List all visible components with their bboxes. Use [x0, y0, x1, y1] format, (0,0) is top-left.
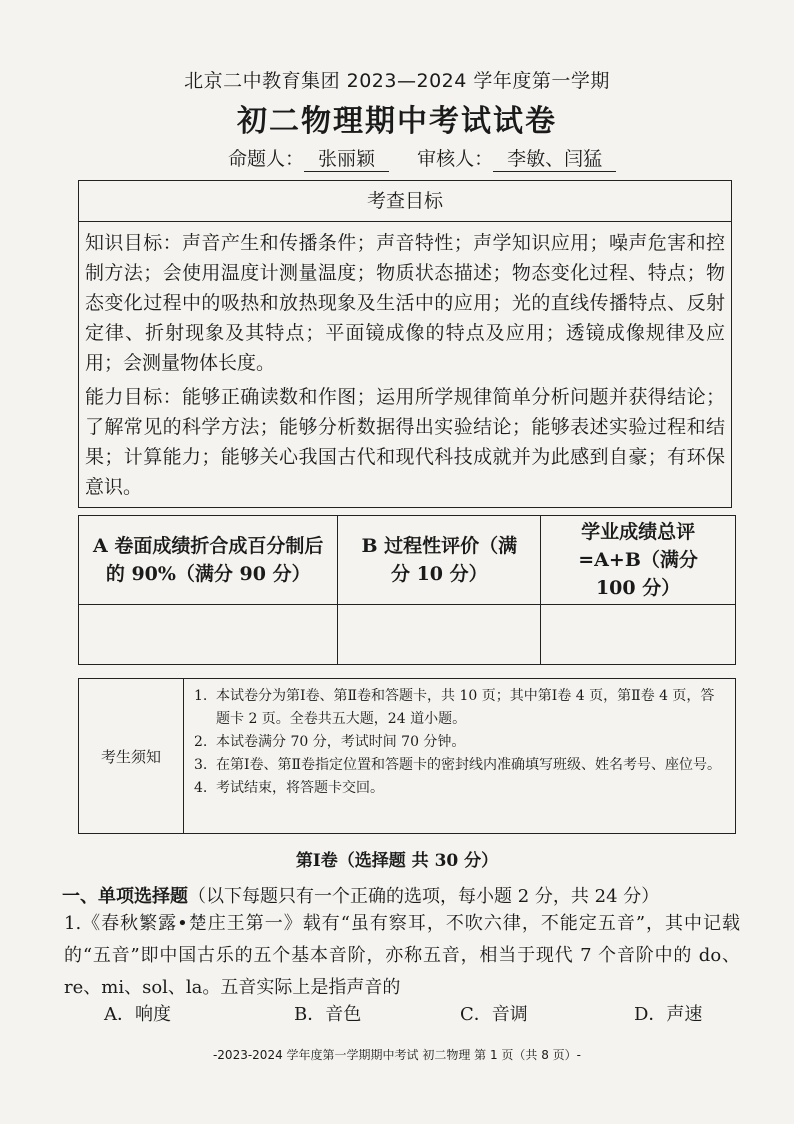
notice-item — [194, 731, 727, 754]
part-description: （以下每题只有一个正确的选项，每小题 2 分，共 24 分） — [188, 886, 660, 907]
score-cell-a[interactable] — [79, 605, 338, 665]
score-cell-c[interactable] — [541, 605, 736, 665]
goals-body — [79, 222, 731, 502]
option-c[interactable]: C．音调 — [460, 1004, 528, 1025]
notice-item — [194, 685, 727, 731]
author-name: 张丽颖 — [304, 144, 389, 172]
notice-num: 3. — [194, 757, 208, 773]
notice-box — [78, 678, 736, 834]
score-col-b: B 过程性评价（满分 10 分） — [338, 516, 541, 605]
reviewer-label: 审核人： — [417, 148, 494, 170]
notice-text: 本试卷满分 70 分，考试时间 70 分钟。 — [216, 734, 466, 750]
section-title: 第Ⅰ卷（选择题 共 30 分） — [295, 851, 499, 871]
reviewer-name: 李敏、闫猛 — [493, 144, 616, 172]
notice-list — [184, 679, 735, 833]
notice-num: 2. — [194, 734, 208, 750]
question-1 — [64, 908, 740, 1004]
notice-item — [194, 777, 727, 800]
score-col-a: A 卷面成绩折合成百分制后的 90%（满分 90 分） — [79, 516, 338, 605]
score-table — [78, 515, 736, 665]
question-1-options — [104, 1000, 724, 1026]
goals-heading: 考查目标 — [79, 181, 731, 222]
option-b[interactable]: B．音色 — [294, 1004, 362, 1025]
goals-box — [78, 180, 732, 508]
page-footer: -2023-2024 学年度第一学期期中考试 初二物理 第 1 页（共 8 页）- — [212, 1048, 582, 1062]
notice-text: 考试结束，将答题卡交回。 — [216, 780, 384, 796]
school-header: 北京二中教育集团 2023—2024 学年度第一学期 — [184, 70, 610, 92]
notice-num: 1. — [194, 688, 208, 704]
ability-goals: 能力目标：能够正确读数和作图；运用所学规律简单分析问题并获得结论；了解常见的科学方法；能够分析数据得出实验结论；能够表述实验过程和结果；计算能力；能够关心我国古代和现代科技成就并为此感到自豪；有环保意识。 — [85, 386, 725, 498]
notice-text: 本试卷分为第Ⅰ卷、第Ⅱ卷和答题卡，共 10 页；其中第Ⅰ卷 4 页，第Ⅱ卷 4 页，答题卡 2 页。全卷共五大题，24 道小题。 — [216, 688, 715, 727]
score-col-c: 学业成绩总评=A+B（满分 100 分） — [541, 516, 736, 605]
part-header — [62, 882, 659, 908]
authors-line — [228, 144, 638, 172]
notice-text: 在第Ⅰ卷、第Ⅱ卷指定位置和答题卡的密封线内准确填写班级、姓名考号、座位号。 — [216, 757, 722, 773]
option-a[interactable]: A．响度 — [104, 1004, 171, 1025]
option-d[interactable]: D．声速 — [634, 1004, 703, 1025]
notice-num: 4. — [194, 780, 208, 796]
part-title: 一、单项选择题 — [62, 886, 188, 907]
score-cell-b[interactable] — [338, 605, 541, 665]
notice-item — [194, 754, 727, 777]
notice-label: 考生须知 — [79, 679, 184, 833]
question-1-text: 1.《春秋繁露•楚庄王第一》载有“虽有察耳，不吹六律，不能定五音”，其中记载的“五音”即中国古乐的五个基本音阶，亦称五音，相当于现代 7 个音阶中的 do、re、mi、sol、la。五音实际上是指声音的 — [64, 913, 740, 998]
knowledge-goals: 知识目标：声音产生和传播条件；声音特性；声学知识应用；噪声危害和控制方法；会使用温度计测量温度；物质状态描述；物态变化过程、特点；物态变化过程中的吸热和放热现象及生活中的应用；光的直线传播特点、反射定律、折射现象及其特点；平面镜成像的特点及应用；透镜成像规律及应用；会测量物体长度。 — [85, 232, 725, 374]
exam-title: 初二物理期中考试试卷 — [237, 104, 557, 139]
author-label: 命题人： — [228, 148, 305, 170]
